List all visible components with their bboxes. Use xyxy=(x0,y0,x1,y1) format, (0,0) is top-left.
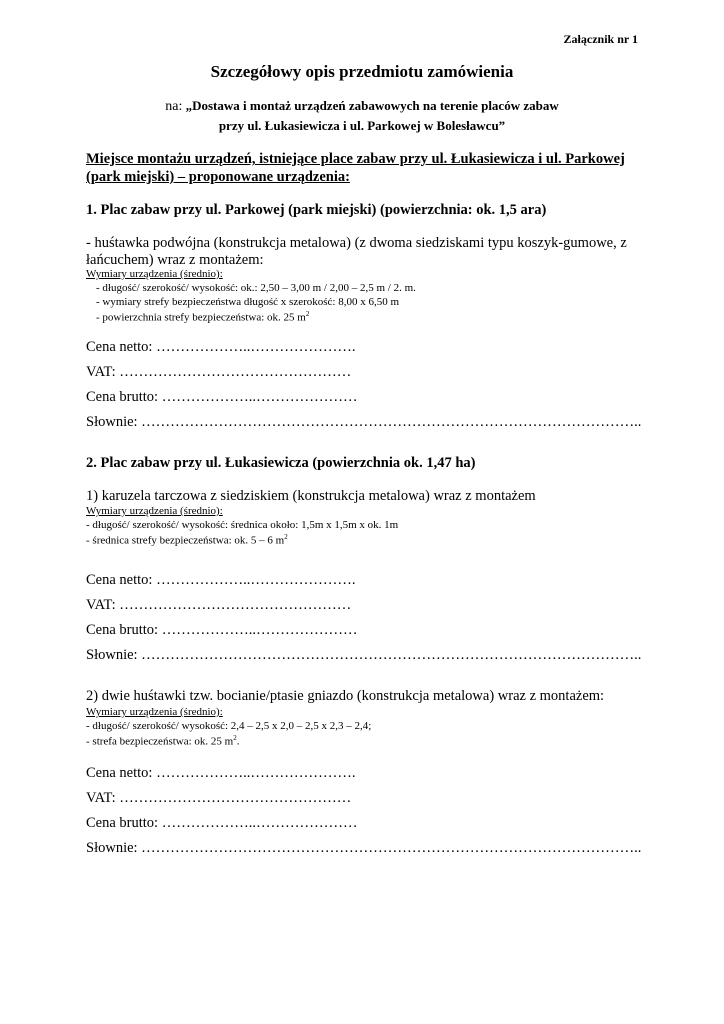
section-1-heading: 1. Plac zabaw przy ul. Parkowej (park miejski) (powierzchnia: ok. 1,5 ara) xyxy=(86,202,547,218)
section-2-item-2-price-brutto: Cena brutto: ………………..………………… xyxy=(86,815,358,831)
section-1-in-words: Słownie: ………………………………………………………………………………………….. xyxy=(86,414,642,430)
section-2-item-1-price-netto: Cena netto: ………………..…………………. xyxy=(86,572,356,588)
section-2-item-2-line-1: 2) dwie huśtawki tzw. bocianie/ptasie gniazdo (konstrukcja metalowa) wraz z montażem: xyxy=(86,688,605,704)
section-2-item-2-dims-heading: Wymiary urządzenia (średnio): xyxy=(86,706,223,718)
section-2-item-1-in-words: Słownie: ………………………………………………………………………………………….. xyxy=(86,647,642,663)
section-2-item-2-vat: VAT: ………………………………………… xyxy=(86,790,352,806)
section-2-item-2-in-words: Słownie: ………………………………………………………………………………………….. xyxy=(86,840,642,856)
section-1-vat: VAT: ………………………………………… xyxy=(86,364,352,380)
section-1-item-line-1: - huśtawka podwójna (konstrukcja metalowa) (z dwoma siedziskami typu koszyk-gumowe, z xyxy=(86,235,627,251)
section-2-item-1-dim-2-text: - średnica strefy bezpieczeństwa: ok. 5 – 6 m xyxy=(86,534,285,547)
section-2-item-1-price-brutto: Cena brutto: ………………..………………… xyxy=(86,622,358,638)
section-2-item-2-dim-2-end: . xyxy=(236,735,240,748)
section-1-dims-heading: Wymiary urządzenia (średnio): xyxy=(86,268,223,280)
section-2-item-2-price-netto: Cena netto: ………………..…………………. xyxy=(86,765,356,781)
section-2-item-1-dim-2 xyxy=(86,533,288,547)
section-2-item-1-dims-heading: Wymiary urządzenia (średnio): xyxy=(86,505,223,517)
subtitle-line-2: przy ul. Łukasiewicza i ul. Parkowej w Bolesławcu” xyxy=(218,118,506,133)
section-1-dim-3 xyxy=(96,310,309,324)
location-heading-line-1: Miejsce montażu urządzeń, istniejące place zabaw przy ul. Łukasiewicza i ul. Parkowej xyxy=(86,151,625,167)
section-2-item-2-dim-2 xyxy=(86,734,239,748)
section-2-item-1-line-1: 1) karuzela tarczowa z siedziskiem (konstrukcja metalowa) wraz z montażem xyxy=(86,488,536,504)
section-1-dim-3-text: - powierzchnia strefy bezpieczeństwa: ok. 25 m xyxy=(96,311,306,324)
section-2-item-2-dim-2-sup: 2 xyxy=(233,734,237,742)
page-title: Szczegółowy opis przedmiotu zamówienia xyxy=(210,62,514,81)
section-2-item-2-dim-2-text: - strefa bezpieczeństwa: ok. 25 m xyxy=(86,735,234,748)
subtitle-line-1 xyxy=(0,98,724,115)
section-1-dim-3-sup: 2 xyxy=(305,310,310,318)
section-1-dim-1: - długość/ szerokość/ wysokość: ok.: 2,50 – 3,00 m / 2,00 – 2,5 m / 2. m. xyxy=(96,282,416,294)
attachment-label: Załącznik nr 1 xyxy=(563,32,638,46)
section-1-price-brutto: Cena brutto: ………………..………………… xyxy=(86,389,358,405)
section-1-price-netto: Cena netto: ………………..…………………. xyxy=(86,339,356,355)
section-1-item-line-2: łańcuchem) wraz z montażem: xyxy=(86,252,264,268)
section-2-item-1-dim-1: - długość/ szerokość/ wysokość: średnica około: 1,5m x 1,5m x ok. 1m xyxy=(86,519,399,531)
subtitle-prefix: na: xyxy=(165,99,183,114)
section-2-heading: 2. Plac zabaw przy ul. Łukasiewicza (powierzchnia ok. 1,47 ha) xyxy=(86,455,476,471)
section-2-item-2-dim-1: - długość/ szerokość/ wysokość: 2,4 – 2,5 x 2,0 – 2,5 x 2,3 – 2,4; xyxy=(86,720,372,732)
section-2-item-1-dim-2-sup: 2 xyxy=(284,533,288,541)
section-1-dim-2: - wymiary strefy bezpieczeństwa długość x szerokość: 8,00 x 6,50 m xyxy=(96,296,400,308)
section-2-item-1-vat: VAT: ………………………………………… xyxy=(86,597,352,613)
subtitle-text-1: „Dostawa i montaż urządzeń zabawowych na terenie placów zabaw xyxy=(185,98,559,113)
location-heading-line-2: (park miejski) – proponowane urządzenia: xyxy=(86,169,350,185)
